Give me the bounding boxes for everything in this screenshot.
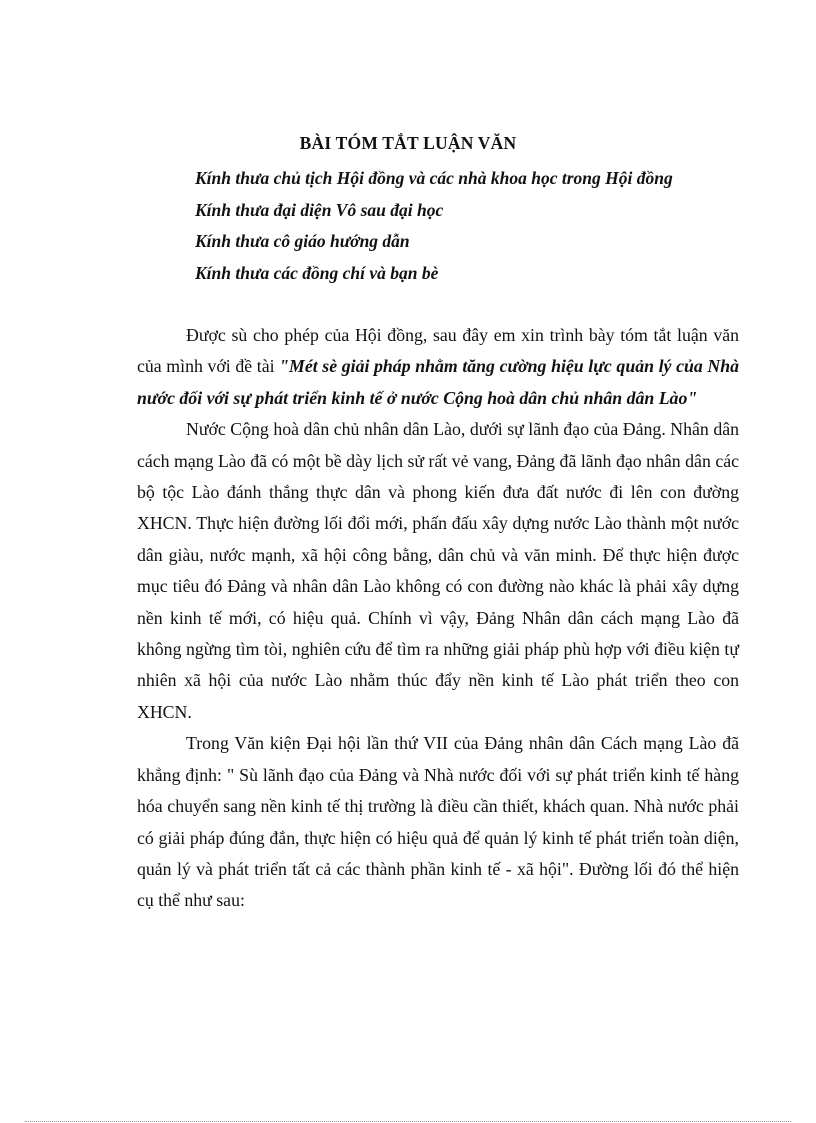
salutation-line: Kính thưa cô giáo hướng dẫn [195,231,410,251]
salutation-line: Kính thưa chủ tịch Hội đồng và các nhà khoa học trong Hội đồng [195,168,673,188]
body-text [137,320,739,917]
thesis-topic: "Mét sè giải pháp nhằm tăng cường hiệu lực quản lý của Nhà nước đối với sự phát triển kinh tế ở nước Cộng hoà dân chủ nhân dân Lào" [137,356,739,408]
paragraph-party-congress: Trong Văn kiện Đại hội lần thứ VII của Đảng nhân dân Cách mạng Lào đã khẳng định: " Sù lãnh đạo của Đảng và Nhà nước đối với sự phát triển kinh tế hàng hóa chuyển sang nền kinh tế thị trường là điều cần thiết, khách quan. Nhà nước phải có giải pháp đúng đắn, thực hiện có hiệu quả để quản lý kinh tế phát triển toàn diện, quản lý và phát triển tất cả các thành phần kinh tế - xã hội". Đường lối đó thể hiện cụ thể như sau: [137,733,739,911]
paragraph-intro [137,320,739,414]
salutation-line: Kính thưa đại diện Vô sau đại học [195,199,444,220]
salutation-list [195,163,673,289]
page-bottom-divider [25,1121,791,1122]
document-title: BÀI TÓM TẮT LUẬN VĂN [299,133,517,153]
salutation-line: Kính thưa các đồng chí và bạn bè [195,262,439,283]
paragraph-laos-history: Nước Cộng hoà dân chủ nhân dân Lào, dưới sự lãnh đạo của Đảng. Nhân dân cách mạng Lào đã có một bề dày lịch sử rất vẻ vang, Đảng đã lãnh đạo nhân dân các bộ tộc Lào đánh thắng thực dân và phong kiến đưa đất nước đi lên con đường XHCN. Thực hiện đường lối đổi mới, phấn đấu xây dựng nước Lào thành một nước dân giàu, nước mạnh, xã hội công bằng, dân chủ và văn minh. Để thực hiện được mục tiêu đó Đảng và nhân dân Lào không có con đường nào khác là phải xây dựng nền kinh tế mới, có hiệu quả. Chính vì vậy, Đảng Nhân dân cách mạng Lào đã không ngừng tìm tòi, nghiên cứu để tìm ra những giải pháp phù hợp với điều kiện tự nhiên xã hội của nước Lào nhằm thúc đẩy nền kinh tế Lào phát triển theo con XHCN. [137,419,739,722]
paragraph-intro-lead: Được sù cho phép của Hội đồng, sau đây em xin trình bày tóm tắt luận văn của mình với đề tài [137,325,739,377]
